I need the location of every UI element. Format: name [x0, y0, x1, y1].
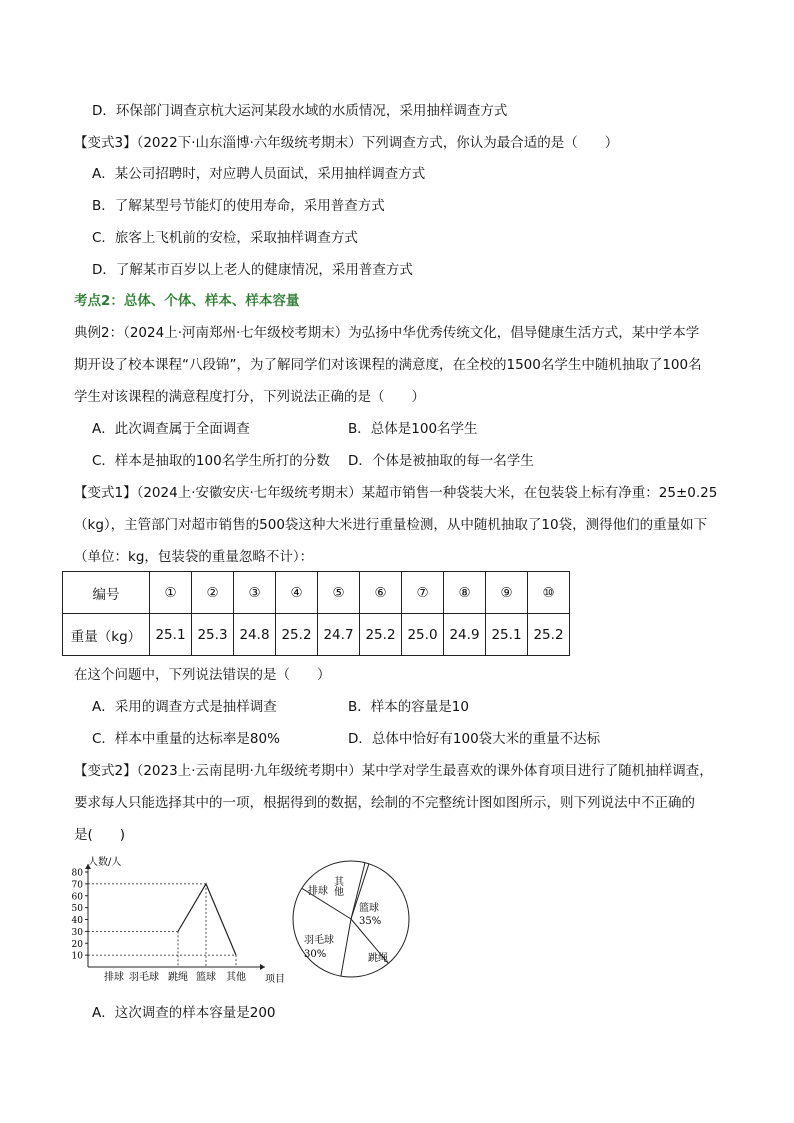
y-tick-label: 20	[71, 939, 83, 950]
variant1-option-b: B．样本的容量是10	[348, 699, 469, 715]
weight-table	[62, 571, 570, 656]
pie-label-jumprope: 跳绳	[368, 953, 388, 964]
table-cell: ⑦	[402, 572, 444, 614]
table-row	[63, 614, 570, 656]
table-cell: 24.8	[234, 614, 276, 656]
variant3-option-b: B．了解某型号节能灯的使用寿命，采用普查方式	[92, 198, 385, 214]
x-tick-label: 篮球	[196, 972, 216, 983]
example2-option-d: D．个体是被抽取的每一名学生	[348, 453, 534, 469]
variant1-question: 在这个问题中，下列说法错误的是（ ）	[74, 667, 331, 683]
pie-label-other: 其他	[331, 876, 343, 896]
chart-y-ticks	[72, 869, 88, 962]
chart-x-labels	[104, 970, 246, 983]
example2-line1: 典例2：（2024上·河南郑州·七年级校考期末）为弘扬中华优秀传统文化，倡导健康生活方式，某中学本学	[74, 325, 700, 341]
y-tick-label: 70	[71, 880, 83, 891]
pie-chart	[280, 852, 430, 987]
y-axis-label: 人数/人	[88, 857, 122, 868]
chart-series	[88, 884, 236, 967]
x-axis-label: 项目	[265, 974, 285, 985]
table-header-cell: 编号	[63, 572, 150, 614]
line-chart	[60, 852, 285, 987]
table-cell: ④	[276, 572, 318, 614]
y-tick-label: 60	[71, 892, 83, 903]
table-cell: ⑨	[486, 572, 528, 614]
table-cell: ⑩	[528, 572, 570, 614]
table-cell: ⑧	[444, 572, 486, 614]
table-row	[63, 572, 570, 614]
y-tick-label: 50	[71, 904, 83, 915]
table-cell: ⑤	[318, 572, 360, 614]
variant3-option-a: A．某公司招聘时，对应聘人员面试，采用抽样调查方式	[92, 166, 426, 182]
variant2-line2: 要求每人只能选择其中的一项，根据得到的数据，绘制的不完整统计图如图所示，则下列说法中不正确的	[74, 795, 695, 811]
pie-label-basketball: 篮球	[359, 903, 379, 914]
x-tick-label: 排球	[104, 972, 124, 983]
variant2-option-a: A．这次调查的样本容量是200	[92, 1005, 276, 1021]
pie-divider	[341, 919, 351, 976]
q3-option-d: D．环保部门调查京杭大运河某段水域的水质情况，采用抽样调查方式	[92, 103, 508, 119]
pie-value-badminton: 30%	[304, 949, 327, 960]
pie-value-basketball: 35%	[359, 916, 382, 927]
variant1-option-a: A．采用的调查方式是抽样调查	[92, 699, 277, 715]
series-line	[178, 884, 236, 955]
table-header-cell: 重量（kg）	[63, 614, 150, 656]
variant3-option-d: D．了解某市百岁以上老人的健康情况，采用普查方式	[92, 262, 413, 278]
example2-option-b: B．总体是100名学生	[348, 421, 478, 437]
table-cell: 24.7	[318, 614, 360, 656]
table-cell: ③	[234, 572, 276, 614]
table-cell: 25.0	[402, 614, 444, 656]
section-heading: 考点2：总体、个体、样本、样本容量	[74, 293, 300, 309]
pie-label-volleyball: 排球	[308, 886, 328, 897]
y-tick-label: 80	[71, 868, 83, 879]
variant3-option-c: C．旅客上飞机前的安检，采取抽样调查方式	[92, 230, 358, 246]
example2-line2: 期开设了校本课程“八段锦”，为了解同学们对该课程的满意度，在全校的1500名学生中随机抽取了100名	[74, 357, 702, 373]
x-axis-arrow	[260, 964, 265, 970]
table-cell: 25.1	[486, 614, 528, 656]
example2-option-c: C．样本是抽取的100名学生所打的分数	[92, 453, 330, 469]
x-tick-label: 跳绳	[168, 972, 188, 983]
table-cell: ①	[150, 572, 192, 614]
table-cell: 25.1	[150, 614, 192, 656]
variant3-question: 【变式3】（2022下·山东淄博·六年级统考期末）下列调查方式，你认为最合适的是（ ）	[74, 135, 619, 151]
table-cell: 25.2	[276, 614, 318, 656]
variant1-option-c: C．样本中重量的达标率是80%	[92, 731, 280, 747]
example2-line3: 学生对该课程的满意程度打分，下列说法正确的是（ ）	[74, 389, 425, 405]
variant2-line1: 【变式2】（2023上·云南昆明·九年级统考期中）某中学对学生最喜欢的课外体育项目进行了随机抽样调查，	[74, 763, 713, 779]
y-tick-label: 40	[71, 916, 83, 926]
variant1-line1: 【变式1】（2024上·安徽安庆·七年级统考期末）某超市销售一种袋装大米，在包装袋上标有净重：25±0.25	[74, 485, 718, 501]
table-cell: 25.2	[360, 614, 402, 656]
table-cell: 25.2	[528, 614, 570, 656]
variant1-line2: （kg），主管部门对超市销售的500袋这种大米进行重量检测，从中随机抽取了10袋，测得他们的重量如下	[74, 517, 708, 533]
table-cell: 25.3	[192, 614, 234, 656]
variant2-line3: 是( )	[74, 827, 126, 843]
variant1-line3: （单位：kg，包装袋的重量忽略不计）：	[74, 549, 314, 565]
example2-option-a: A．此次调查属于全面调查	[92, 421, 250, 437]
y-tick-label: 10	[71, 951, 83, 962]
x-tick-label: 其他	[226, 972, 246, 983]
x-tick-label: 羽毛球	[129, 972, 159, 983]
table-cell: ②	[192, 572, 234, 614]
variant1-option-d: D．总体中恰好有100袋大米的重量不达标	[348, 731, 601, 747]
y-tick-label: 30	[71, 927, 83, 938]
pie-label-badminton: 羽毛球	[304, 935, 334, 946]
chart-axes	[85, 864, 265, 970]
table-cell: ⑥	[360, 572, 402, 614]
table-cell: 24.9	[444, 614, 486, 656]
